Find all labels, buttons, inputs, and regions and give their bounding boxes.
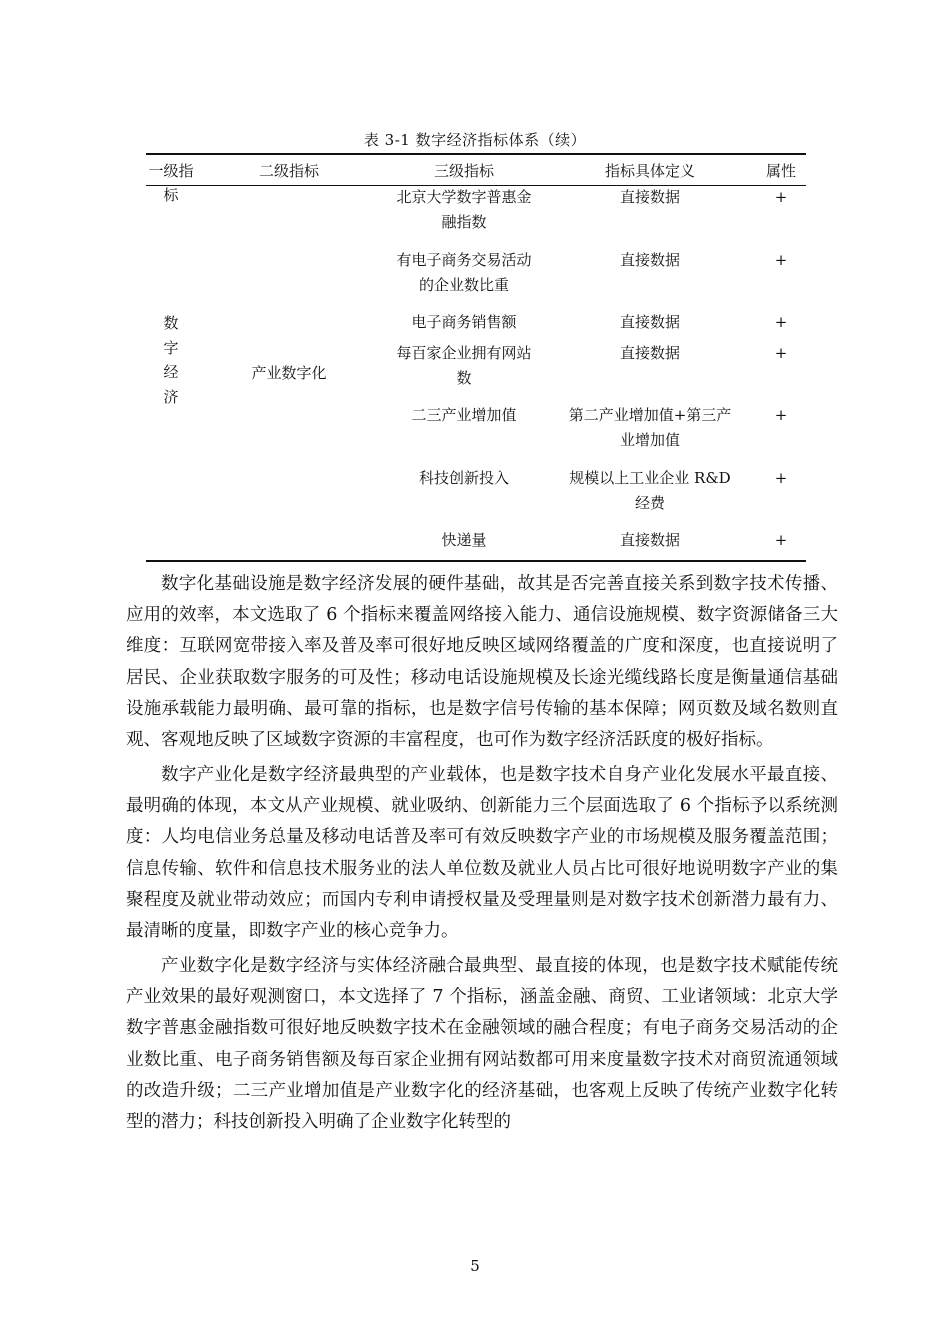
row3-level3: 电子商务销售额 [411, 313, 517, 331]
row6-definition-line1: 规模以上工业企业 R&D [569, 469, 731, 487]
row3-definition: 直接数据 [619, 313, 680, 331]
header-level2: 二级指标 [258, 162, 319, 180]
row5-definition [558, 403, 742, 453]
row4-level3-line2: 数 [456, 369, 472, 387]
row6-definition-line2: 经费 [634, 494, 665, 512]
row1-level3 [384, 185, 544, 235]
row5-definition-line1: 第二产业增加值+第三产 [568, 406, 732, 424]
table-caption: 表 3-1 数字经济指标体系（续） [363, 131, 587, 149]
row1-level3-line1: 北京大学数字普惠金 [396, 188, 532, 206]
row1-definition: 直接数据 [619, 188, 680, 206]
row3-attribute: + [774, 313, 788, 331]
level1-char: 数 [163, 314, 179, 332]
row1-level3-line2: 融指数 [441, 213, 487, 231]
header-level1: 一级指标 [148, 162, 194, 204]
row5-level3: 二三产业增加值 [411, 406, 517, 424]
table-top-rule [146, 153, 806, 155]
row2-level3-line1: 有电子商务交易活动 [396, 251, 532, 269]
header-definition: 指标具体定义 [604, 162, 695, 180]
row6-definition [558, 466, 742, 516]
paragraph-industrialization: 数字产业化是数字经济最典型的产业载体，也是数字技术自身产业化发展水平最直接、最明确的体现，本文从产业规模、就业吸纳、创新能力三个层面选取了 6 个指标予以系统测度：人均电信业务总量及移动电话普及率可有效反映数字产业的市场规模及服务覆盖范围；信息传输、软件和信息技术服务业的法人单位数及就业人员占比可很好地说明数字产业的集聚程度及就业带动效应；而国内专利申请授权量及受理量则是对数字技术创新潜力最有力、最清晰的度量，即数字产业的核心竞争力。 [126, 765, 838, 942]
row1-attribute: + [774, 188, 788, 206]
level2-label: 产业数字化 [251, 364, 327, 382]
row7-level3: 快递量 [441, 531, 487, 549]
row5-attribute: + [774, 406, 788, 424]
table-bottom-rule [146, 560, 806, 562]
row2-level3 [384, 248, 544, 298]
row4-level3 [384, 341, 544, 391]
row2-attribute: + [774, 251, 788, 269]
paragraph-digitalization: 产业数字化是数字经济与实体经济融合最典型、最直接的体现，也是数字技术赋能传统产业效果的最好观测窗口，本文选择了 7 个指标，涵盖金融、商贸、工业诸领域：北京大学数字普惠金融指数可很好地反映数字技术在金融领域的融合程度；有电子商务交易活动的企业数比重、电子商务销售额及每百家企业拥有网站数都可用来度量数字技术对商贸流通领域的改造升级；二三产业增加值是产业数字化的经济基础，也客观上反映了传统产业数字化转型的潜力；科技创新投入明确了企业数字化转型的 [126, 956, 838, 1133]
header-level3: 三级指标 [433, 162, 494, 180]
row4-definition: 直接数据 [619, 344, 680, 362]
row4-level3-line1: 每百家企业拥有网站 [396, 344, 532, 362]
row7-definition: 直接数据 [619, 531, 680, 549]
level1-char: 字 [163, 338, 179, 357]
row7-attribute: + [774, 531, 788, 549]
level1-label [146, 311, 196, 409]
body-text [126, 569, 838, 1142]
paragraph-infrastructure: 数字化基础设施是数字经济发展的硬件基础，故其是否完善直接关系到数字技术传播、应用的效率，本文选取了 6 个指标来覆盖网络接入能力、通信设施规模、数字资源储备三大维度：互联网宽带接入率及普及率可很好地反映区域网络覆盖的广度和深度，也直接说明了居民、企业获取数字服务的可及性；移动电话设施规模及长途光缆线路长度是衡量通信基础设施承载能力最明确、最可靠的指标，也是数字信号传输的基本保障；网页数及域名数则直观、客观地反映了区域数字资源的丰富程度，也可作为数字经济活跃度的极好指标。 [126, 574, 838, 751]
header-attribute: 属性 [765, 162, 796, 180]
row6-level3: 科技创新投入 [418, 469, 509, 487]
level1-char: 济 [163, 387, 179, 406]
row4-attribute: + [774, 344, 788, 362]
level1-char: 经 [163, 363, 179, 381]
row5-definition-line2: 业增加值 [619, 431, 680, 449]
row2-level3-line2: 的企业数比重 [418, 276, 509, 294]
row6-attribute: + [774, 469, 788, 487]
page-number: 5 [470, 1257, 480, 1275]
row2-definition: 直接数据 [619, 251, 680, 269]
